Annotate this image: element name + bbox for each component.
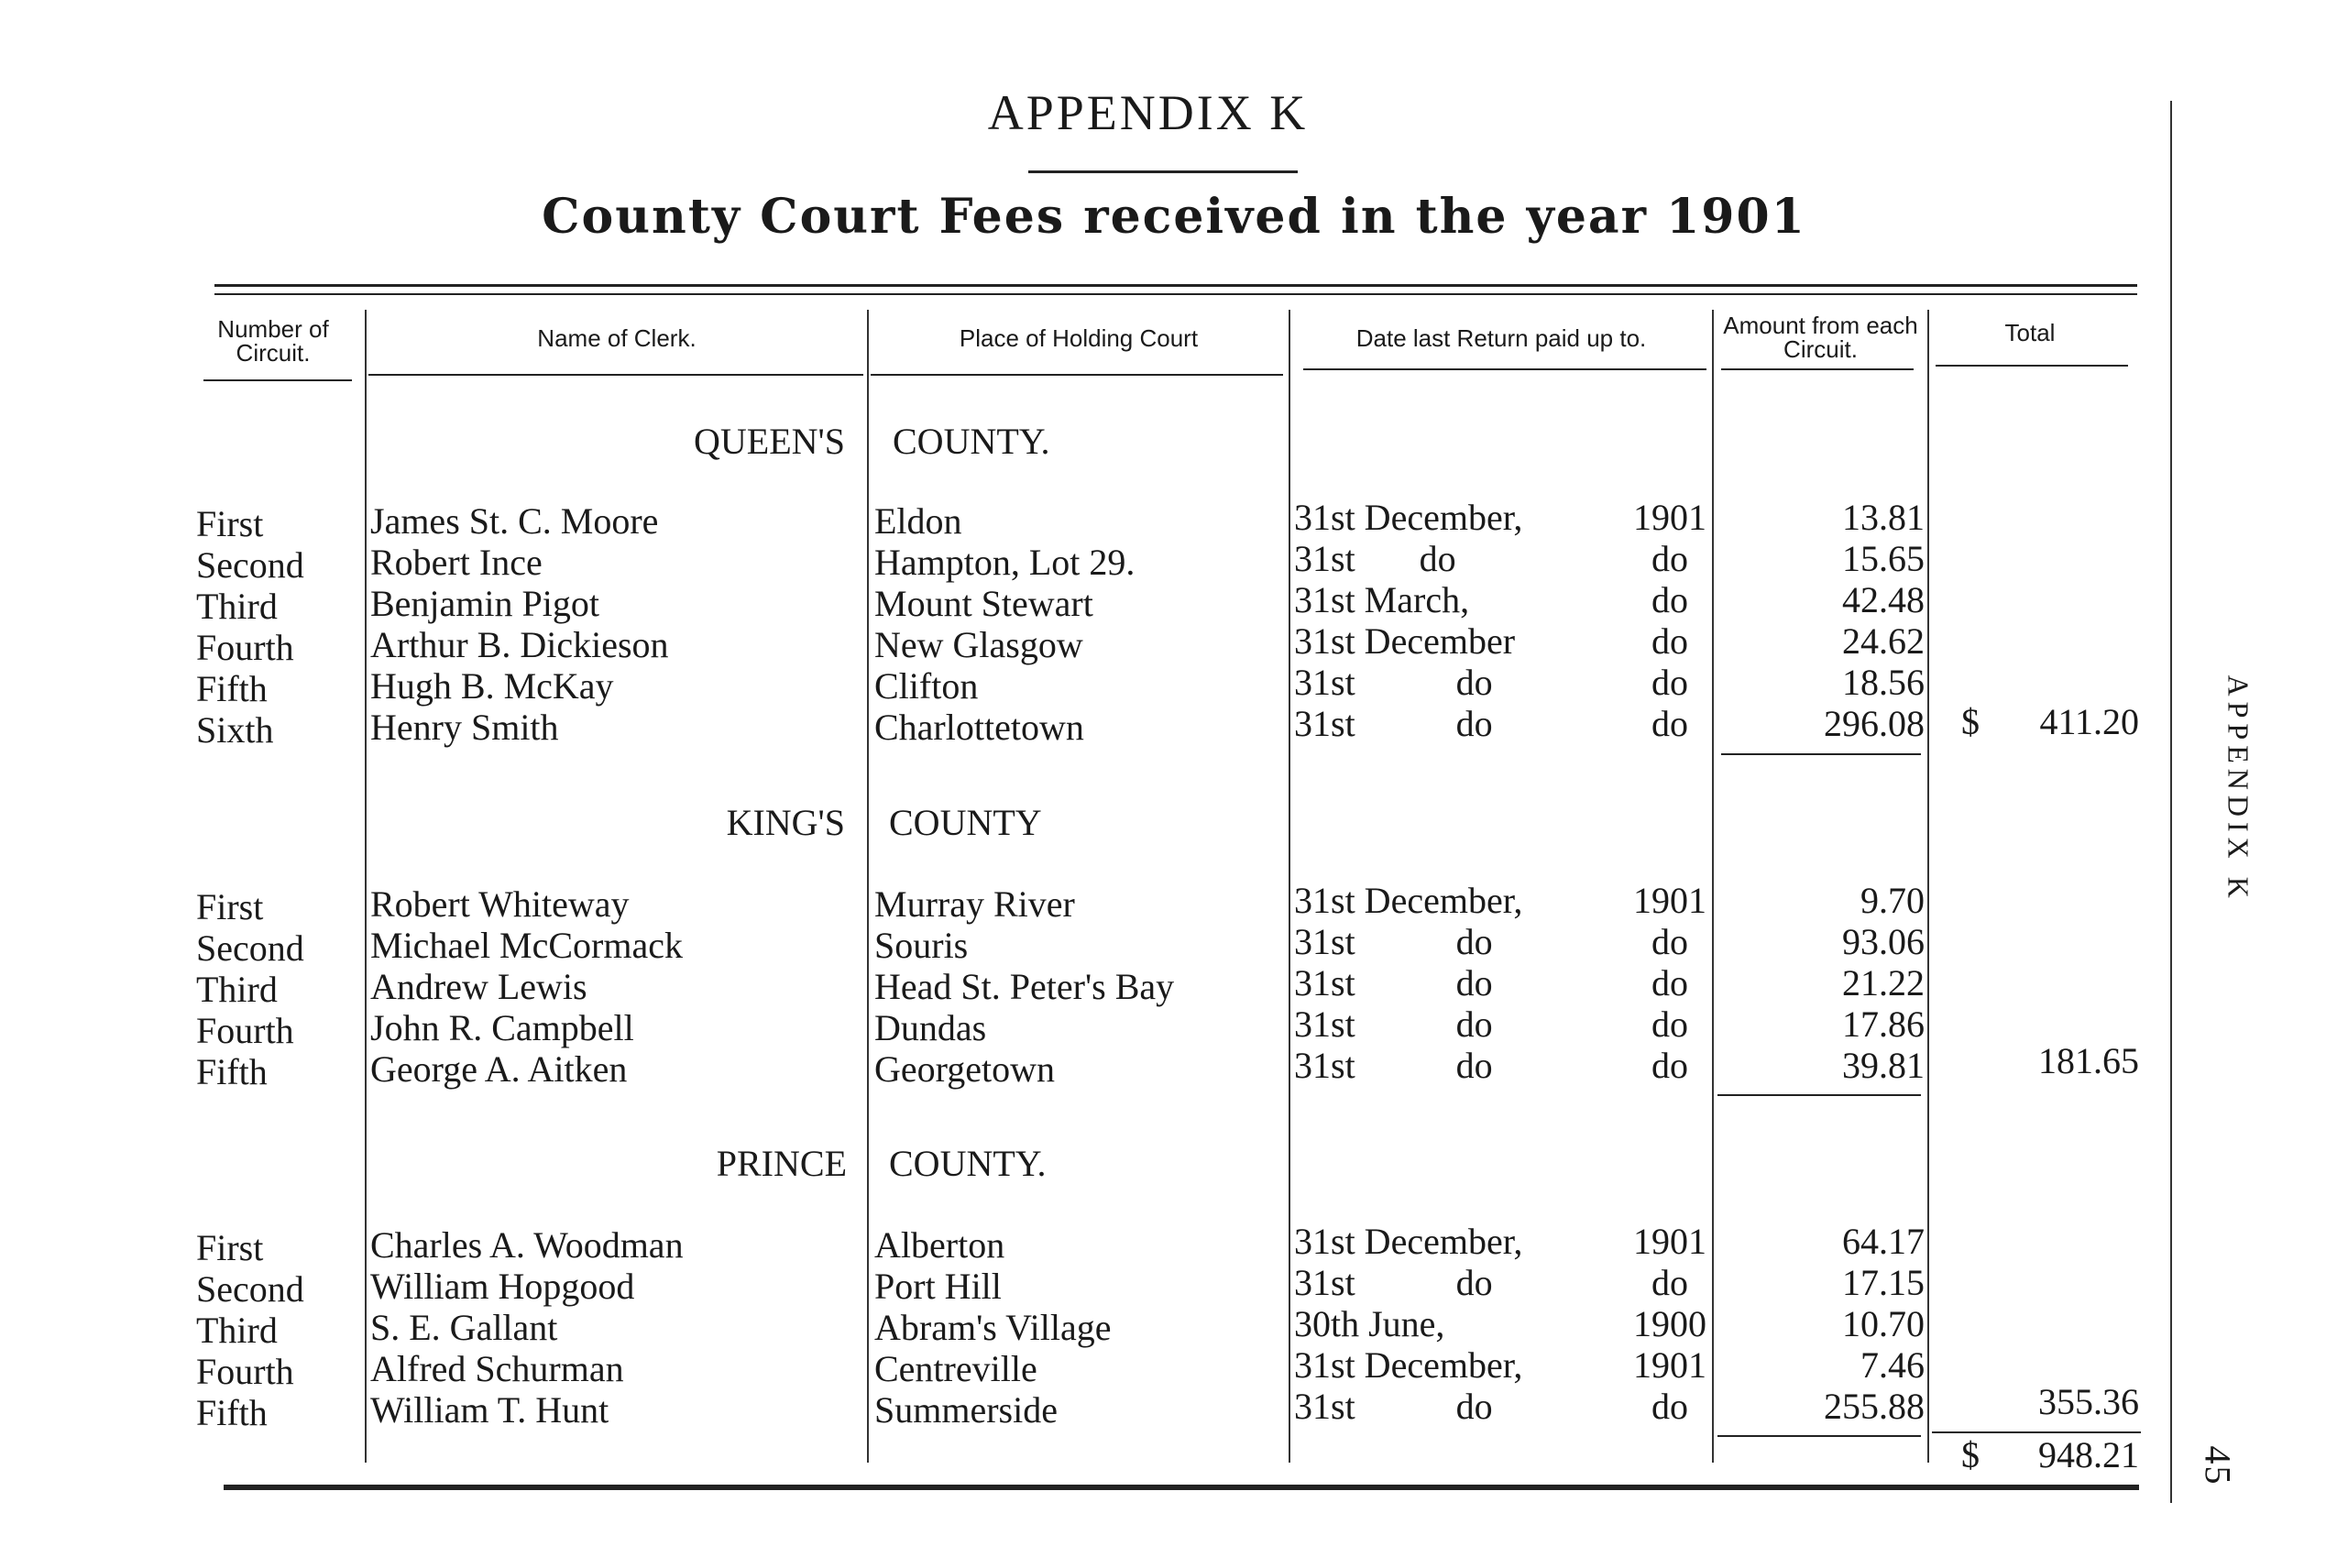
header-underline [871, 374, 1283, 376]
circuit-cell: Fourth [196, 627, 294, 668]
clerk-cell: Arthur B. Dickieson [370, 624, 669, 665]
date-cell: 31st do [1294, 962, 1493, 1003]
amount-cell: 39.81 [1842, 1045, 1925, 1086]
amount-cell: 24.62 [1842, 620, 1925, 662]
amount-cell: 7.46 [1860, 1344, 1925, 1386]
circuit-cell: First [196, 1227, 264, 1268]
header-underline [203, 379, 352, 381]
circuit-cell: First [196, 886, 264, 927]
header-underline [368, 374, 863, 376]
header-date: Date last Return paid up to. [1355, 324, 1647, 352]
amount-cell: 10.70 [1842, 1303, 1925, 1344]
place-cell: Eldon [874, 500, 962, 542]
county-heading-left: QUEEN'S [694, 421, 845, 462]
year-cell: do [1651, 579, 1688, 620]
year-cell: do [1651, 1045, 1688, 1086]
circuit-cell: Second [196, 1268, 304, 1310]
date-cell: 31st December, [1294, 880, 1523, 921]
date-cell: 31st do [1294, 1386, 1493, 1427]
section-total: 355.36 [2038, 1381, 2139, 1422]
grand-total: 948.21 [2038, 1434, 2139, 1475]
subtotal-rule [1721, 753, 1921, 755]
amount-cell: 42.48 [1842, 579, 1925, 620]
page-edge-rule [2170, 101, 2172, 1503]
year-cell: 1901 [1633, 880, 1706, 921]
place-cell: Dundas [874, 1007, 987, 1048]
header-underline [1721, 368, 1914, 370]
amount-cell: 64.17 [1842, 1221, 1925, 1262]
column-divider [1712, 310, 1714, 1463]
amount-cell: 21.22 [1842, 962, 1925, 1003]
year-cell: 1901 [1633, 1221, 1706, 1262]
date-cell: 31st December [1294, 620, 1516, 662]
date-cell: 31st do [1294, 1003, 1493, 1045]
amount-cell: 9.70 [1860, 880, 1925, 921]
clerk-cell: Benjamin Pigot [370, 583, 599, 624]
date-cell: 31st March, [1294, 579, 1470, 620]
date-cell: 31st do [1294, 662, 1493, 703]
date-cell: 31st do [1294, 1262, 1493, 1303]
date-cell: 31st do [1294, 1045, 1493, 1086]
clerk-cell: Henry Smith [370, 707, 559, 748]
page-number: 45 [2197, 1445, 2239, 1486]
subtotal-rule [1717, 1094, 1921, 1096]
place-cell: New Glasgow [874, 624, 1083, 665]
circuit-cell: Fourth [196, 1010, 294, 1051]
date-cell: 31st do [1294, 703, 1493, 744]
clerk-cell: Alfred Schurman [370, 1348, 624, 1389]
clerk-cell: Robert Whiteway [370, 883, 630, 925]
year-cell: do [1651, 962, 1688, 1003]
circuit-cell: Fourth [196, 1351, 294, 1392]
place-cell: Centreville [874, 1348, 1037, 1389]
section-total: 411.20 [2039, 701, 2139, 742]
clerk-cell: Charles A. Woodman [370, 1224, 684, 1266]
year-cell: do [1651, 620, 1688, 662]
circuit-cell: Third [196, 969, 278, 1010]
total-rule [1932, 1431, 2141, 1433]
column-divider [365, 310, 367, 1463]
header-total: Total [2004, 319, 2056, 346]
table-bottom-rule [224, 1485, 2139, 1490]
clerk-cell: William Hopgood [370, 1266, 635, 1307]
column-divider [867, 310, 869, 1463]
page-title: APPENDIX K [987, 85, 1309, 140]
year-cell: do [1651, 1262, 1688, 1303]
header-place: Place of Holding Court [959, 324, 1199, 352]
circuit-cell: Fifth [196, 1392, 268, 1433]
amount-cell: 15.65 [1842, 538, 1925, 579]
table-top-rule [214, 284, 2137, 287]
dollar-sign: $ [1961, 701, 1980, 742]
clerk-cell: S. E. Gallant [370, 1307, 558, 1348]
county-heading-right: COUNTY. [893, 421, 1050, 462]
amount-cell: 13.81 [1842, 497, 1925, 538]
county-heading-left: PRINCE [716, 1143, 847, 1184]
date-cell: 31st December, [1294, 1344, 1523, 1386]
amount-cell: 296.08 [1824, 703, 1925, 744]
date-cell: 31st do [1294, 538, 1456, 579]
place-cell: Mount Stewart [874, 583, 1093, 624]
circuit-cell: First [196, 503, 264, 544]
circuit-cell: Second [196, 544, 304, 586]
year-cell: do [1651, 538, 1688, 579]
place-cell: Charlottetown [874, 707, 1084, 748]
clerk-cell: Michael McCormack [370, 925, 683, 966]
place-cell: Clifton [874, 665, 979, 707]
amount-cell: 17.86 [1842, 1003, 1925, 1045]
place-cell: Port Hill [874, 1266, 1002, 1307]
page-subtitle: County Court Fees received in the year 1901 [542, 189, 1806, 245]
dollar-sign: $ [1961, 1434, 1980, 1475]
circuit-cell: Third [196, 586, 278, 627]
place-cell: Alberton [874, 1224, 1005, 1266]
side-label: APPENDIX K [2222, 674, 2255, 904]
place-cell: Murray River [874, 883, 1075, 925]
clerk-cell: Hugh B. McKay [370, 665, 614, 707]
section-total: 181.65 [2038, 1040, 2139, 1081]
year-cell: 1901 [1633, 497, 1706, 538]
clerk-cell: John R. Campbell [370, 1007, 634, 1048]
date-cell: 31st do [1294, 921, 1493, 962]
clerk-cell: Andrew Lewis [370, 966, 587, 1007]
header-clerk: Name of Clerk. [537, 324, 697, 352]
date-cell: 31st December, [1294, 497, 1523, 538]
place-cell: Summerside [874, 1389, 1058, 1431]
column-divider [1927, 310, 1929, 1463]
year-cell: do [1651, 662, 1688, 703]
year-cell: do [1651, 703, 1688, 744]
circuit-cell: Fifth [196, 668, 268, 709]
clerk-cell: Robert Ince [370, 542, 543, 583]
county-heading-right: COUNTY [889, 802, 1042, 843]
year-cell: do [1651, 921, 1688, 962]
circuit-cell: Third [196, 1310, 278, 1351]
amount-cell: 255.88 [1824, 1386, 1925, 1427]
place-cell: Souris [874, 925, 969, 966]
place-cell: Georgetown [874, 1048, 1055, 1090]
place-cell: Head St. Peter's Bay [874, 966, 1175, 1007]
place-cell: Abram's Village [874, 1307, 1112, 1348]
county-heading-left: KING'S [726, 802, 845, 843]
amount-cell: 93.06 [1842, 921, 1925, 962]
circuit-cell: Sixth [196, 709, 274, 751]
title-rule [1028, 170, 1298, 173]
year-cell: do [1651, 1386, 1688, 1427]
date-cell: 30th June, [1294, 1303, 1445, 1344]
clerk-cell: William T. Hunt [370, 1389, 609, 1431]
amount-cell: 17.15 [1842, 1262, 1925, 1303]
date-cell: 31st December, [1294, 1221, 1523, 1262]
clerk-cell: George A. Aitken [370, 1048, 628, 1090]
year-cell: 1901 [1633, 1344, 1706, 1386]
place-cell: Hampton, Lot 29. [874, 542, 1136, 583]
circuit-cell: Fifth [196, 1051, 268, 1092]
circuit-cell: Second [196, 927, 304, 969]
header-underline [1936, 365, 2128, 367]
header-amount: Amount from each Circuit. [1723, 312, 1918, 363]
clerk-cell: James St. C. Moore [370, 500, 659, 542]
table-top-rule-2 [214, 293, 2137, 295]
header-underline [1303, 368, 1706, 370]
column-divider [1289, 310, 1290, 1463]
county-heading-right: COUNTY. [889, 1143, 1047, 1184]
subtotal-rule [1717, 1435, 1921, 1437]
year-cell: 1900 [1633, 1303, 1706, 1344]
amount-cell: 18.56 [1842, 662, 1925, 703]
header-circuit: Number of Circuit. [217, 315, 329, 367]
year-cell: do [1651, 1003, 1688, 1045]
